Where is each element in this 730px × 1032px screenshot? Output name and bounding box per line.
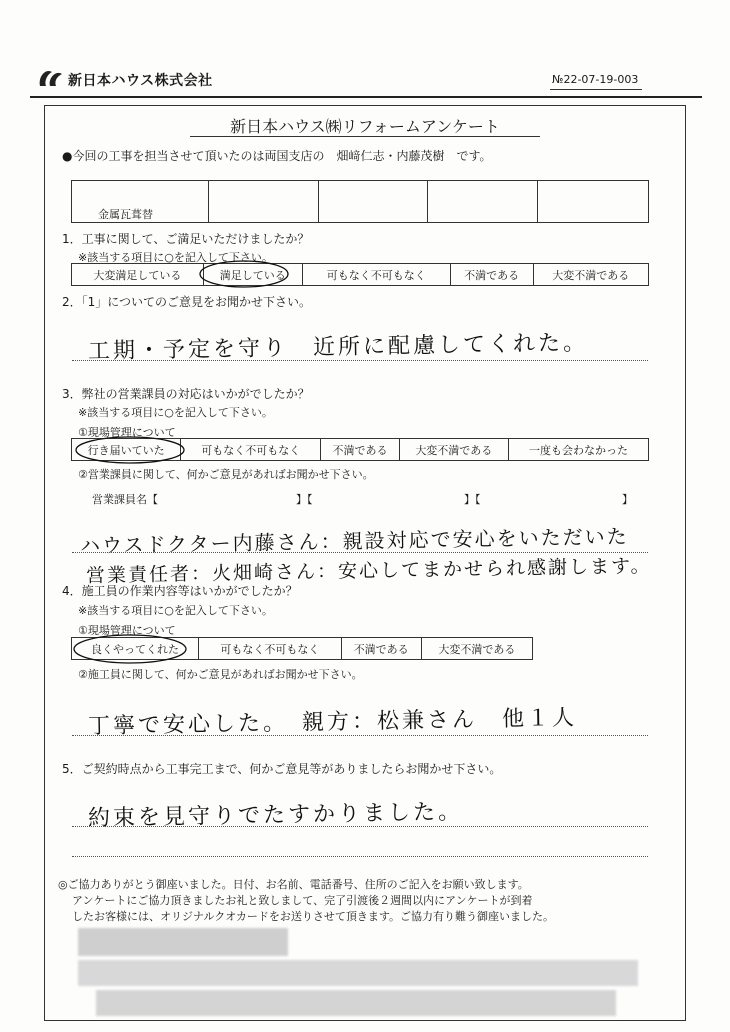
work-type-cell[interactable] xyxy=(318,181,428,223)
q1-option[interactable]: 大変不満である xyxy=(533,264,648,286)
q3-option[interactable]: 不満である xyxy=(321,439,399,461)
work-type-cell[interactable] xyxy=(209,181,319,223)
q3-question: 3．弊社の営業課員の対応はいかがでしたか？ xyxy=(62,387,310,401)
q3-option-selected[interactable]: 行き届いていた xyxy=(72,439,181,461)
q3-option[interactable]: 一度も会わなかった xyxy=(508,439,648,461)
work-type-cell[interactable] xyxy=(428,181,538,223)
q1-question: 1．工事に関して、ご満足いただけましたか？ xyxy=(62,232,310,246)
answer-line xyxy=(72,856,648,857)
title-underline xyxy=(190,136,540,137)
redacted-block xyxy=(78,960,638,986)
selection-circle-icon xyxy=(72,430,192,468)
q3-answer-line2: 営業責任者：火畑崎さん：安心してまかせられ感謝します。 xyxy=(85,555,652,587)
q2-answer: 工期・予定を守り 近所に配慮してくれた。 xyxy=(87,330,589,365)
footer-line3: したお客様には、オリジナルクオカードをお送りさせて頂きます。ご協力有り難う御座いました。 xyxy=(72,910,555,923)
bracket: 】【 xyxy=(464,493,481,506)
answer-line xyxy=(72,360,648,361)
q3-option[interactable]: 可もなく不可もなく xyxy=(181,439,321,461)
company-logo-icon xyxy=(36,66,66,90)
q4-note: ※該当する項目に○を記入して下さい。 xyxy=(78,604,273,617)
q4-answer: 丁寧で安心した。 親方：松兼さん 他１人 xyxy=(87,705,578,740)
redacted-block xyxy=(78,928,288,956)
q3-sub-label: ①現場管理について xyxy=(78,426,176,439)
q4-option[interactable]: 大変不満である xyxy=(421,638,532,660)
q1-option[interactable]: 可もなく不可もなく xyxy=(302,264,450,286)
q2-question: 2．「1」についてのご意見をお聞かせ下さい。 xyxy=(62,295,312,309)
selection-circle-icon xyxy=(196,254,296,290)
answer-line xyxy=(72,826,648,827)
q4-option[interactable]: 可もなく不可もなく xyxy=(199,638,342,660)
q3-note: ※該当する項目に○を記入して下さい。 xyxy=(78,406,273,419)
q4-sub-label: ①現場管理について xyxy=(78,624,176,637)
q4-option-selected[interactable]: 良くやってくれた xyxy=(72,638,199,660)
q4-sub2-label: ②施工員に関して、何かご意見があればお聞かせ下さい。 xyxy=(78,668,363,681)
q1-option[interactable]: 不満である xyxy=(450,264,533,286)
document-number: №22-07-19-003 xyxy=(552,73,639,86)
intro-text: ●今回の工事を担当させて頂いたのは両国支店の 畑﨑仁志・内藤茂樹 です。 xyxy=(62,149,492,163)
company-name: 新日本ハウス株式会社 xyxy=(68,73,213,89)
bracket: 】【 xyxy=(296,493,313,506)
form-title: 新日本ハウス㈱リフォームアンケート xyxy=(230,117,500,136)
q4-question: 4．施工員の作業内容等はいかがでしたか？ xyxy=(62,584,298,598)
work-type-grid xyxy=(71,180,649,223)
work-type-cell[interactable] xyxy=(537,181,648,223)
footer-line2: アンケートにご協力頂きましたお礼と致しまして、完了引渡後２週間以内にアンケートが到着 xyxy=(72,894,533,907)
q3-answer-line1: ハウスドクター内藤さん：親設対応で安心をいただいた xyxy=(79,524,629,558)
q5-question: 5．ご契約時点から工事完工まで、何かご意見等がありましたらお聞かせ下さい。 xyxy=(62,762,502,776)
q4-option[interactable]: 不満である xyxy=(341,638,421,660)
work-type-cell[interactable] xyxy=(72,181,209,223)
header-rule xyxy=(30,96,702,98)
footer-line1: ◎ご協力ありがとう御座いました。日付、お名前、電話番号、住所のご記入をお願い致します。 xyxy=(58,878,529,891)
redacted-block xyxy=(96,990,616,1016)
bracket: 】 xyxy=(622,493,633,506)
work-type-value: 金属瓦葺替 xyxy=(98,208,153,221)
divider xyxy=(550,89,642,90)
selection-circle-icon xyxy=(70,628,194,668)
q1-options xyxy=(71,263,649,286)
q3-sub2-label: ②営業課員に関して、何かご意見があればお聞かせ下さい。 xyxy=(78,468,374,481)
q1-option-selected[interactable]: 満足している xyxy=(203,264,302,286)
sales-name-label: 営業課員名【 xyxy=(92,493,158,506)
q1-note: ※該当する項目に○を記入して下さい。 xyxy=(78,251,273,264)
q5-answer: 約束を見守りでたすかりました。 xyxy=(87,799,464,832)
q1-option[interactable]: 大変満足している xyxy=(72,264,204,286)
answer-line xyxy=(72,735,648,736)
q3-option[interactable]: 大変不満である xyxy=(399,439,508,461)
